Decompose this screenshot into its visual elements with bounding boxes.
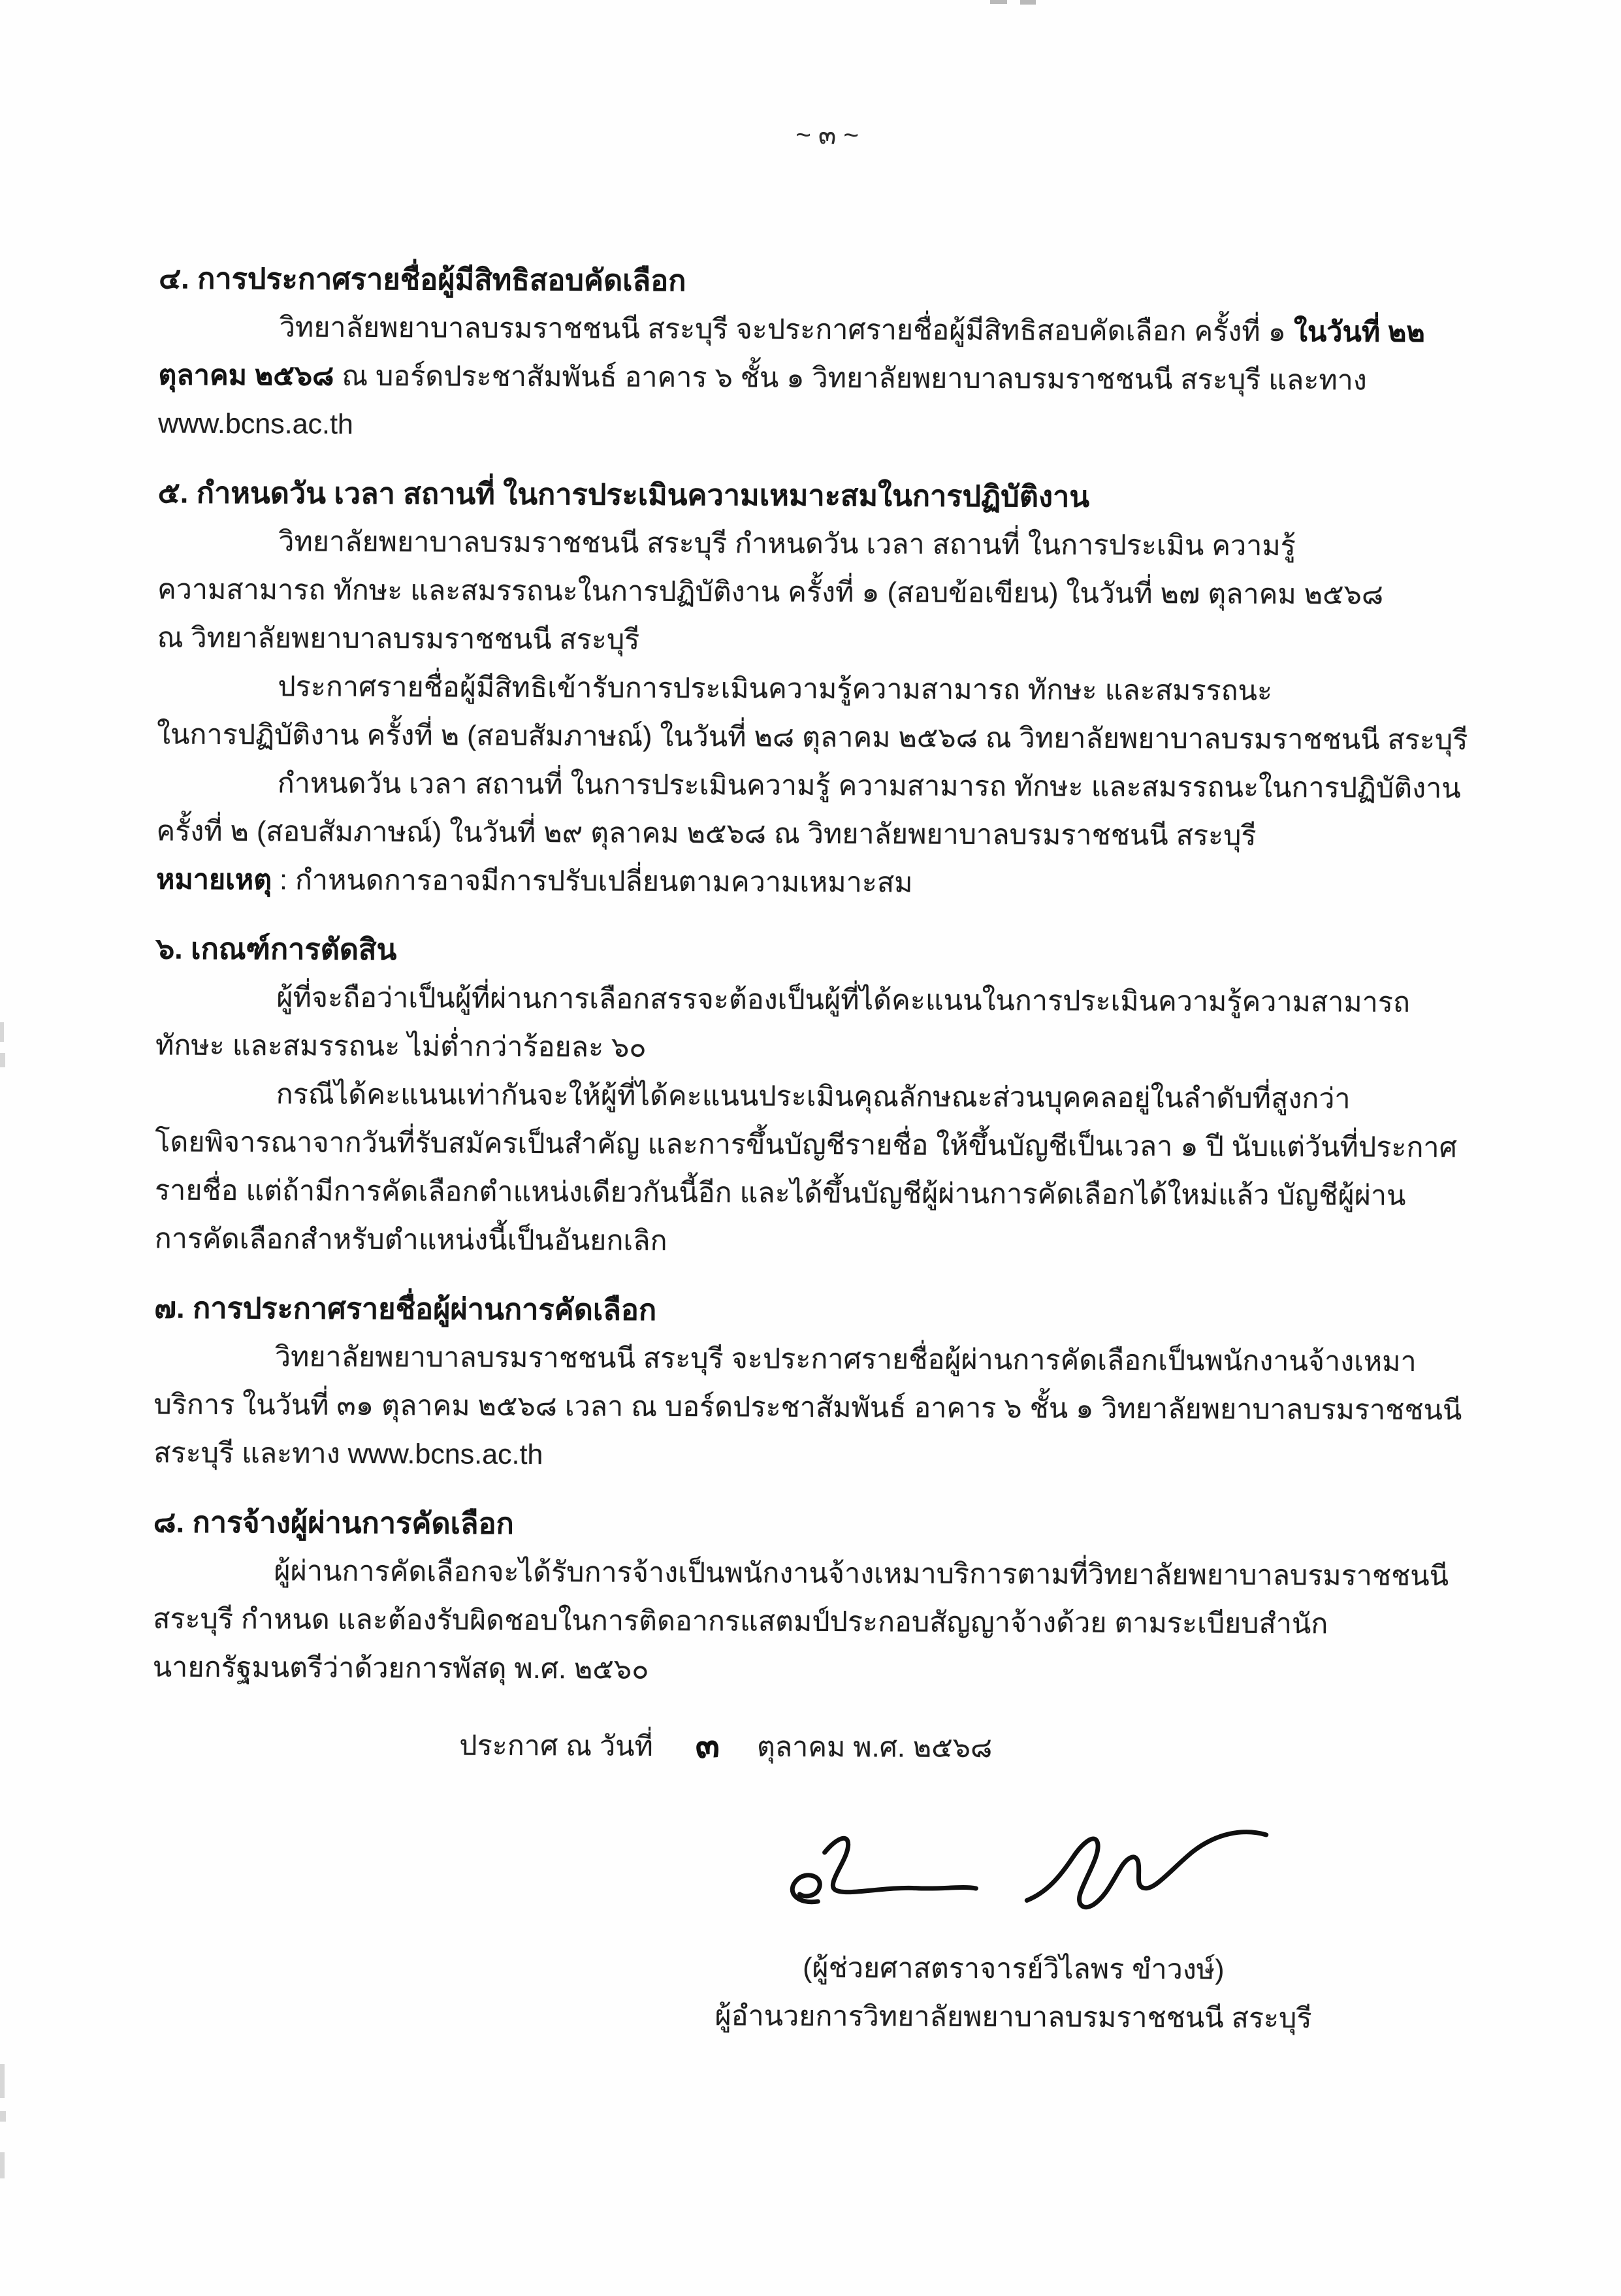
paragraph-line: สระบุรี และทาง www.bcns.ac.th	[153, 1437, 543, 1471]
section-5-heading: ๕. กำหนดวัน เวลา สถานที่ ในการประเมินความเหมาะสมในการปฏิบัติงาน	[157, 476, 1090, 513]
paragraph-line: นายกรัฐมนตรีว่าด้วยการพัสดุ พ.ศ. ๒๕๖๐	[152, 1651, 649, 1685]
paragraph-line: วิทยาลัยพยาบาลบรมราชชนนี สระบุรี จะประกาศรายชื่อผู้ผ่านการคัดเลือกเป็นพนักงานจ้างเหมา	[274, 1341, 1417, 1378]
section-8-heading: ๘. การจ้างผู้ผ่านการคัดเลือก	[153, 1505, 514, 1540]
closing-prefix: ประกาศ ณ วันที่	[459, 1730, 654, 1762]
note-line	[156, 856, 1492, 910]
document-content	[151, 0, 1496, 2043]
paragraph-line: วิทยาลัยพยาบาลบรมราชชนนี สระบุรี กำหนดวัน เวลา สถานที่ ในการประเมิน ความรู้	[278, 526, 1296, 562]
closing-date-line	[152, 1718, 1488, 1775]
signature-block	[686, 1813, 1341, 2043]
section-6-heading: ๖. เกณฑ์การตัดสิน	[155, 931, 397, 967]
section-7-heading: ๗. การประกาศรายชื่อผู้ผ่านการคัดเลือก	[154, 1291, 657, 1327]
signature-image	[720, 1813, 1308, 1946]
text-segment: ณ บอร์ดประชาสัมพันธ์ อาคาร ๖ ชั้น ๑ วิทยาลัยพยาบาลบรมราชชนนี สระบุรี และทาง	[334, 360, 1367, 396]
section-5-assessment-schedule	[156, 469, 1494, 910]
paragraph-line: ประกาศรายชื่อผู้มีสิทธิเข้ารับการประเมินความรู้ความสามารถ ทักษะ และสมรรถนะ	[278, 671, 1273, 707]
paragraph-line: สระบุรี กำหนด และต้องรับผิดชอบในการติดอากรแสตมป์ประกอบสัญญาจ้างด้วย ตามระเบียบสำนัก	[153, 1603, 1328, 1640]
signatory-name: (ผู้ช่วยศาสตราจารย์วิไลพร ขำวงษ์)	[803, 1952, 1225, 1986]
paragraph-line: กรณีได้คะแนนเท่ากันจะให้ผู้ที่ได้คะแนนประเมินคุณลักษณะส่วนบุคคลอยู่ในลำดับที่สูงกว่า	[276, 1078, 1351, 1115]
paragraph-line	[159, 303, 1494, 357]
scan-artifact	[0, 1022, 4, 1042]
bold-date-segment: ตุลาคม ๒๕๖๘	[158, 359, 334, 392]
handwritten-day: ๓	[694, 1725, 720, 1766]
section-8-employment-of-selected-candidates	[153, 1498, 1489, 1698]
paragraph-line: บริการ ในวันที่ ๓๑ ตุลาคม ๒๕๖๘ เวลา ณ บอร์ดประชาสัมพันธ์ อาคาร ๖ ชั้น ๑ วิทยาลัยพยาบาลบรมราชชนนี	[153, 1389, 1462, 1427]
section-4-announcement-of-eligible-candidates	[158, 255, 1494, 454]
paragraph-line: รายชื่อ แต่ถ้ามีการคัดเลือกตำแหน่งเดียวกันนี้อีก และได้ขึ้นบัญชีผู้ผ่านการคัดเลือกได้ใหม่แล้ว บัญชีผู้ผ่าน	[154, 1174, 1406, 1212]
paragraph-line: ครั้งที่ ๒ (สอบสัมภาษณ์) ในวันที่ ๒๙ ตุลาคม ๒๕๖๘ ณ วิทยาลัยพยาบาลบรมราชชนนี สระบุรี	[156, 815, 1257, 852]
paragraph-line: ทักษะ และสมรรถนะ ไม่ต่ำกว่าร้อยละ ๖๐	[155, 1029, 647, 1063]
section-6-judging-criteria	[155, 925, 1492, 1269]
text-segment: วิทยาลัยพยาบาลบรมราชชนนี สระบุรี จะประกาศรายชื่อผู้มีสิทธิสอบคัดเลือก ครั้งที่ ๑	[279, 312, 1294, 348]
signatory-title: ผู้อำนวยการวิทยาลัยพยาบาลบรมราชชนนี สระบุรี	[714, 2000, 1312, 2035]
paragraph-line: ความสามารถ ทักษะ และสมรรถนะในการปฏิบัติงาน ครั้งที่ ๑ (สอบข้อเขียน) ในวันที่ ๒๗ ตุลาคม ๒๕๖๘	[157, 574, 1384, 611]
paragraph-line: ในการปฏิบัติงาน ครั้งที่ ๒ (สอบสัมภาษณ์) ในวันที่ ๒๘ ตุลาคม ๒๕๖๘ ณ วิทยาลัยพยาบาลบรมราชชนนี สระบุรี	[156, 719, 1468, 756]
scan-artifact	[0, 2111, 6, 2122]
scan-artifact	[0, 2064, 5, 2098]
website-text: www.bcns.ac.th	[158, 408, 353, 440]
paragraph-line: โดยพิจารณาจากวันที่รับสมัครเป็นสำคัญ และการขึ้นบัญชีรายชื่อ ให้ขึ้นบัญชีเป็นเวลา ๑ ปี นับแต่วันที่ประกาศ	[155, 1126, 1458, 1164]
page-number: ~ ๓ ~	[795, 120, 859, 150]
bold-date-segment: ในวันที่ ๒๒	[1293, 316, 1425, 348]
text-segment: : กำหนดการอาจมีการปรับเปลี่ยนตามความเหมาะสม	[272, 864, 913, 899]
section-7-announcement-of-selected-candidates	[153, 1284, 1490, 1483]
paragraph-line	[158, 351, 1494, 406]
paragraph-line: ผู้ที่จะถือว่าเป็นผู้ที่ผ่านการเลือกสรรจะต้องเป็นผู้ที่ได้คะแนนในการประเมินความรู้ความสามารถ	[276, 982, 1411, 1018]
paragraph-line: กำหนดวัน เวลา สถานที่ ในการประเมินความรู้ ความสามารถ ทักษะ และสมรรถนะในการปฏิบัติงาน	[277, 768, 1461, 805]
paragraph-line: ผู้ผ่านการคัดเลือกจะได้รับการจ้างเป็นพนักงานจ้างเหมาบริการตามที่วิทยาลัยพยาบาลบรมราชชนนี	[274, 1555, 1449, 1593]
note-label: หมายเหตุ	[156, 864, 272, 896]
section-4-heading: ๔. การประกาศรายชื่อผู้มีสิทธิสอบคัดเลือก	[159, 261, 686, 298]
scan-artifact	[0, 2152, 5, 2178]
paragraph-line: การคัดเลือกสำหรับตำแหน่งนี้เป็นอันยกเลิก	[154, 1223, 667, 1257]
paragraph-line: ณ วิทยาลัยพยาบาลบรมราชชนนี สระบุรี	[157, 622, 640, 656]
scan-artifact	[0, 1053, 5, 1067]
closing-suffix: ตุลาคม พ.ศ. ๒๕๖๘	[756, 1731, 993, 1764]
